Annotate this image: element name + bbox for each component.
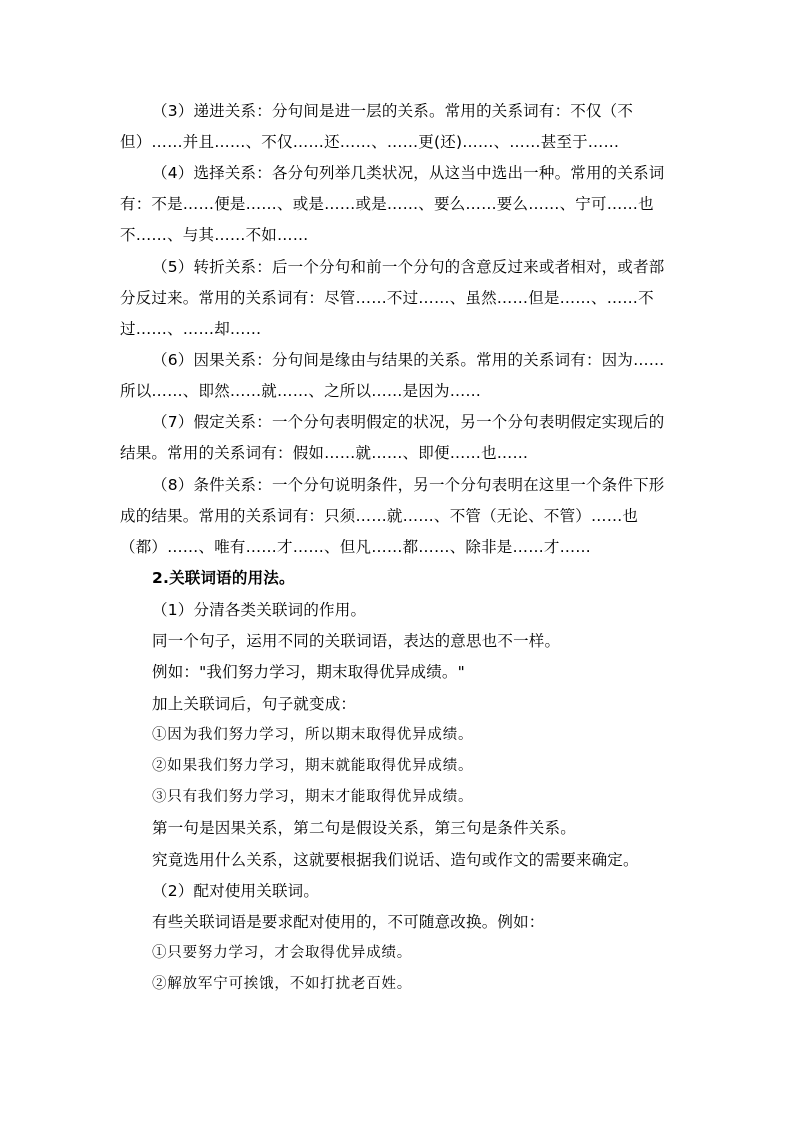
example-sentence-pairing-1: ①只要努力学习，才会取得优异成绩。 [152, 945, 413, 961]
section-heading: 2.关联词语的用法。 [152, 569, 295, 587]
paragraph-pairing: 有些关联词语是要求配对使用的，不可随意改换。例如： [152, 913, 545, 931]
example-sentence-conditional: ③只有我们努力学习，期末才能取得优异成绩。 [152, 789, 474, 805]
paragraph-explanation: 第一句是因果关系，第二句是假设关系，第三句是条件关系。 [152, 819, 576, 837]
paragraph-conditional-line-1: （8）条件关系：一个分句说明条件，另一个分句表明在这里一个条件下形 [152, 476, 665, 494]
paragraph-choice-line-2: 有：不是……便是……、或是……或是……、要么……要么……、宁可……也 [120, 195, 654, 213]
example-sentence-pairing-2: ②解放军宁可挨饿，不如打扰老百姓。 [152, 976, 413, 992]
subheading-1: （1）分清各类关联词的作用。 [152, 601, 367, 619]
paragraph-adversative-line-2: 分反过来。常用的关系词有：尽管……不过……、虽然……但是……、……不 [120, 289, 654, 307]
paragraph-choice-line-1: （4）选择关系：各分句列举几类状况，从这当中选出一种。常用的关系词 [152, 164, 665, 182]
paragraph-adversative-line-1: （5）转折关系：后一个分句和前一个分句的含意反过来或者相对，或者部 [152, 258, 665, 276]
paragraph-choice-line-3: 不……、与其……不如…… [120, 226, 309, 244]
paragraph-progressive-line-1: （3）递进关系：分句间是进一层的关系。常用的关系词有：不仅（不 [152, 102, 634, 120]
paragraph-intro: 同一个句子，运用不同的关联词语，表达的意思也不一样。 [152, 632, 561, 650]
example-sentence-causal: ①因为我们努力学习，所以期末取得优异成绩。 [152, 727, 474, 743]
paragraph-hypothetical-line-2: 结果。常用的关系词有：假如……就……、即便……也…… [120, 444, 529, 462]
example-sentence-hypothetical: ②如果我们努力学习，期末就能取得优异成绩。 [152, 758, 474, 774]
paragraph-hypothetical-line-1: （7）假定关系：一个分句表明假定的状况，另一个分句表明假定实现后的 [152, 413, 665, 431]
paragraph-causal-line-2: 所以……、即然……就……、之所以……是因为…… [120, 382, 482, 400]
example-intro: 例如："我们努力学习，期末取得优异成绩。" [152, 663, 465, 681]
paragraph-choose-relation: 究竟选用什么关系，这就要根据我们说话、造句或作文的需要来确定。 [152, 851, 639, 869]
paragraph-conditional-line-2: 成的结果。常用的关系词有：只须……就……、不管（无论、不管）……也 [120, 507, 639, 525]
paragraph-causal-line-1: （6）因果关系：分句间是缘由与结果的关系。常用的关系词有：因为…… [152, 351, 665, 369]
paragraph-progressive-line-2: 但）……并且……、不仅……还……、……更(还)……、……甚至于…… [120, 133, 620, 151]
paragraph-conditional-line-3: （都）……、唯有……才……、但凡……都……、除非是……才…… [120, 538, 592, 556]
subheading-2: （2）配对使用关联词。 [152, 882, 320, 900]
paragraph-adversative-line-3: 过……、……却…… [120, 320, 262, 338]
paragraph-after-conjunction: 加上关联词后，句子就变成： [152, 695, 357, 713]
